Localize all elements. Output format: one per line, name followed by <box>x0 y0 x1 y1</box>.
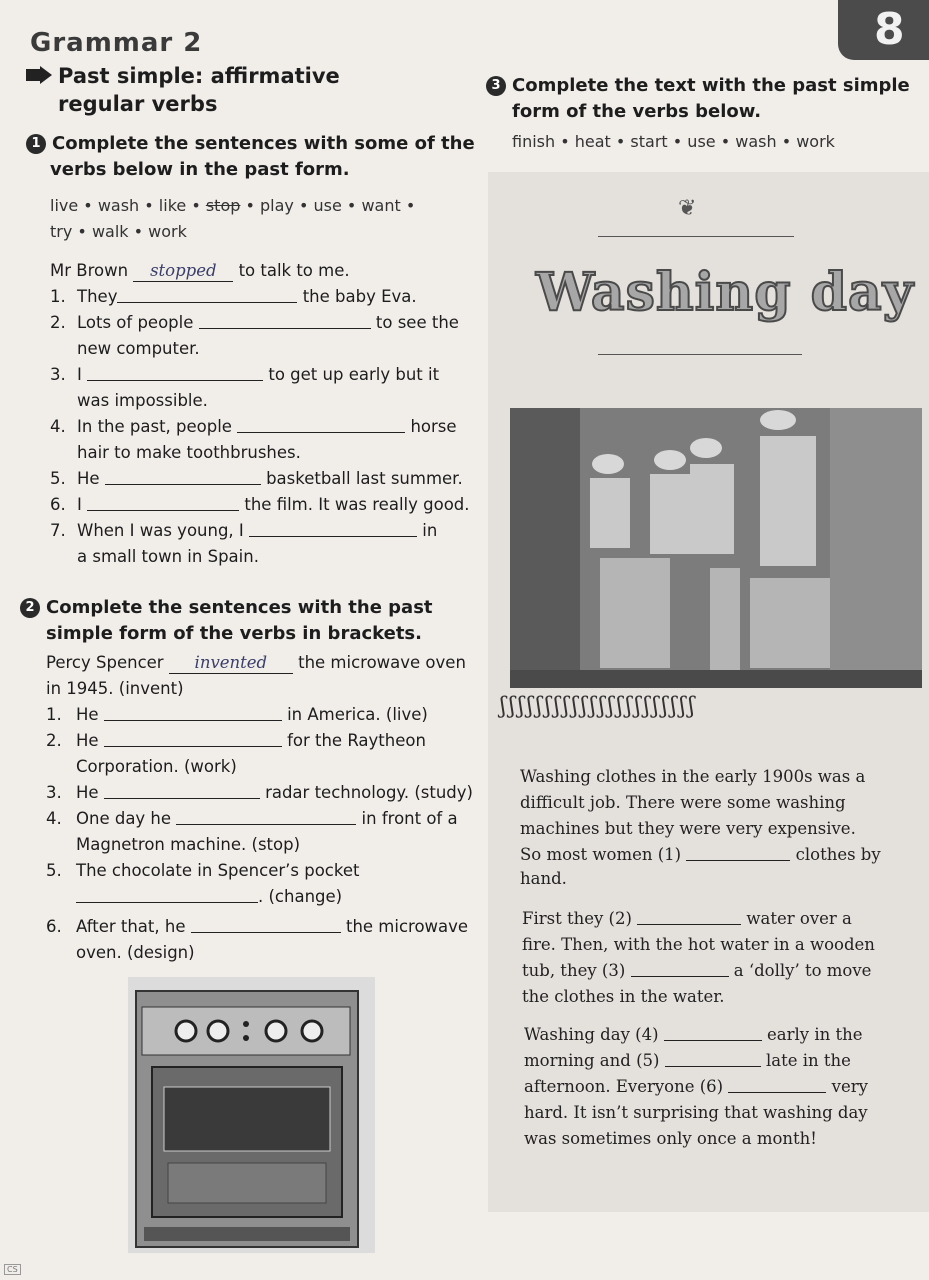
wave-border-decoration: ʃʃʃʃʃʃʃʃʃʃʃʃʃʃʃʃʃʃʃʃʃʃ <box>500 694 698 719</box>
washing-women-photo <box>510 408 922 688</box>
ex1-item-7-cont: a small town in Spain. <box>77 547 259 566</box>
topic-line-2: regular verbs <box>58 92 218 116</box>
ex2-item-4: 4. One day he in front of a <box>46 809 458 828</box>
story-p3-line-3: afternoon. Everyone (6) very <box>524 1077 868 1096</box>
story-p1-line-2: difficult job. There were some washing <box>520 793 846 812</box>
ex2-number-badge: 2 <box>20 598 40 618</box>
topic-line-1: Past simple: affirmative <box>58 64 340 88</box>
ex2-example-cont: in 1945. (invent) <box>46 679 184 698</box>
section-title: Grammar 2 <box>30 28 203 58</box>
answer-blank[interactable] <box>104 731 282 747</box>
answer-blank[interactable] <box>686 845 790 861</box>
ex2-item-5-cont: . (change) <box>76 884 342 910</box>
answer-blank[interactable] <box>117 287 297 303</box>
ex1-item-3-cont: was impossible. <box>77 391 208 410</box>
story-p3-line-1: Washing day (4) early in the <box>524 1025 863 1044</box>
ex2-instruction-1: 2 Complete the sentences with the past <box>20 596 433 620</box>
ex1-instruction-1: 1 Complete the sentences with some of the <box>26 132 475 156</box>
ex1-number-badge: 1 <box>26 134 46 154</box>
story-p2-line-2: fire. Then, with the hot water in a wooden <box>522 935 875 954</box>
answer-blank[interactable] <box>176 809 356 825</box>
ex2-item-4-cont: Magnetron machine. (stop) <box>76 835 301 854</box>
ex2-instruction-2: simple form of the verbs in brackets. <box>46 623 422 644</box>
story-p1-line-5: hand. <box>520 869 567 888</box>
story-p3-line-2: morning and (5) late in the <box>524 1051 851 1070</box>
answer-blank[interactable] <box>237 417 405 433</box>
ex1-item-2-cont: new computer. <box>77 339 200 358</box>
ex2-example-answer: invented <box>169 653 293 674</box>
ex1-item-5: 5. He basketball last summer. <box>50 469 463 488</box>
answer-blank[interactable] <box>87 495 239 511</box>
title-rule-top <box>598 236 794 237</box>
story-p1-line-1: Washing clothes in the early 1900s was a <box>520 767 866 786</box>
ex3-instruction-2: form of the verbs below. <box>512 101 762 122</box>
story-p3-line-4: hard. It isn’t surprising that washing day <box>524 1103 868 1122</box>
ex1-item-7: 7. When I was young, I in <box>50 521 438 540</box>
story-p1-line-4: So most women (1) clothes by <box>520 845 881 864</box>
ex1-instruction-2: verbs below in the past form. <box>50 159 350 180</box>
answer-blank[interactable] <box>664 1025 762 1041</box>
answer-blank[interactable] <box>637 909 741 925</box>
ex3-instruction-1: 3 Complete the text with the past simple <box>486 74 910 98</box>
story-p2-line-4: the clothes in the water. <box>522 987 725 1006</box>
answer-blank[interactable] <box>631 961 729 977</box>
scanner-logo: CS <box>4 1264 21 1275</box>
flourish-icon: ❦ <box>678 196 697 221</box>
ex1-example: Mr Brown stopped to talk to me. <box>50 261 350 280</box>
ex3-number-badge: 3 <box>486 76 506 96</box>
ex2-example: Percy Spencer invented the microwave oven <box>46 653 466 672</box>
answer-blank[interactable] <box>249 521 417 537</box>
answer-blank[interactable] <box>105 469 261 485</box>
story-p2-line-1: First they (2) water over a <box>522 909 852 928</box>
answer-blank[interactable] <box>199 313 371 329</box>
story-p1-line-3: machines but they were very expensive. <box>520 819 856 838</box>
topic-arrow-icon <box>26 66 52 88</box>
answer-blank[interactable] <box>104 705 282 721</box>
ex3-word-box: finish • heat • start • use • wash • work <box>512 132 835 151</box>
answer-blank[interactable] <box>87 365 263 381</box>
ex2-item-5: 5. The chocolate in Spencer’s pocket <box>46 861 360 880</box>
ex1-item-4-cont: hair to make toothbrushes. <box>77 443 301 462</box>
answer-blank[interactable] <box>104 783 260 799</box>
page-number: 8 <box>874 4 905 55</box>
answer-blank[interactable] <box>191 917 341 933</box>
ex2-item-6: 6. After that, he the microwave <box>46 917 469 936</box>
ex1-item-6: 6. I the film. It was really good. <box>50 495 470 514</box>
washing-day-title: Washing day <box>536 262 914 323</box>
ex1-item-3: 3. I to get up early but it <box>50 365 440 384</box>
microwave-oven-photo <box>128 977 375 1253</box>
ex1-example-answer: stopped <box>133 261 233 282</box>
answer-blank[interactable] <box>728 1077 826 1093</box>
ex1-item-4: 4. In the past, people horse <box>50 417 457 436</box>
ex2-item-2-cont: Corporation. (work) <box>76 757 237 776</box>
ex1-word-box-line-1: live • wash • like • stop • play • use • want • <box>50 196 416 215</box>
answer-blank[interactable] <box>76 887 258 903</box>
ex1-item-2: 2. Lots of people to see the <box>50 313 459 332</box>
answer-blank[interactable] <box>665 1051 761 1067</box>
ex2-item-3: 3. He radar technology. (study) <box>46 783 473 802</box>
story-p2-line-3: tub, they (3) a ‘dolly’ to move <box>522 961 872 980</box>
ex2-item-2: 2. He for the Raytheon <box>46 731 426 750</box>
ex1-word-box-line-2: try • walk • work <box>50 222 187 241</box>
ex1-item-1: 1. They the baby Eva. <box>50 287 417 306</box>
story-p3-line-5: was sometimes only once a month! <box>524 1129 817 1148</box>
page-number-tab <box>838 0 929 60</box>
ex2-item-6-cont: oven. (design) <box>76 943 195 962</box>
ex2-item-1: 1. He in America. (live) <box>46 705 428 724</box>
title-rule-bottom <box>598 354 802 355</box>
